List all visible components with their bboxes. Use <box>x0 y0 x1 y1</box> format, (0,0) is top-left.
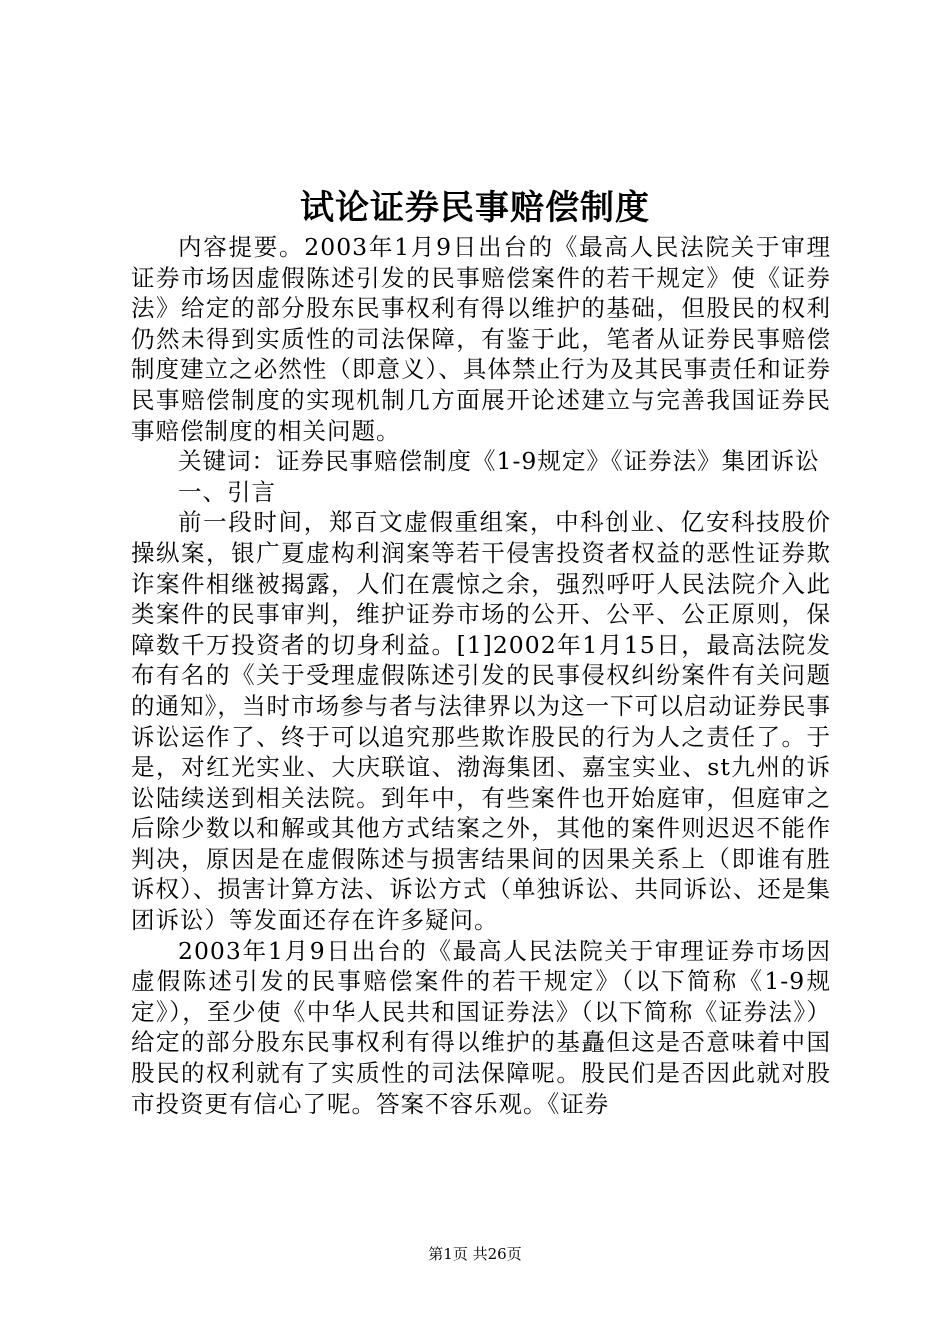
section-heading: 一、引言 <box>178 477 276 506</box>
body-paragraph: 前一段时间，郑百文虚假重组案，中科创业、亿安科技股价操纵案，银广夏虚构利润案等若干侵害投资者权益的恶性证券欺诈案件相继被揭露，人们在震惊之余，强烈呼吁人民法院介入此类案件的民事审判，维护证券市场的公开、公平、公正原则，保障数千万投资者的切身利益。[1]2002年1月15日，最高法院发布有名的《关于受理虚假陈述引发的民事侵权纠纷案件有关问题的通知》，当时市场参与者与法律界以为这一下可以启动证券民事诉讼运作了、终于可以追究那些欺诈股民的行为人之责任了。于是，对红光实业、大庆联谊、渤海集团、嘉宝实业、st九州的诉讼陆续送到相关法院。到年中，有些案件也开始庭审，但庭审之后除少数以和解或其他方式结案之外，其他的案件则迟迟不能作判决，原因是在虚假陈述与损害结果间的因果关系上（即谁有胜诉权）、损害计算方法、诉讼方式（单独诉讼、共同诉讼、还是集团诉讼）等发面还存在许多疑问。 <box>131 508 831 935</box>
keywords-paragraph: 关键词：证券民事赔偿制度《1-9规定》《证券法》集团诉讼 <box>178 447 820 476</box>
document-body <box>131 232 831 1119</box>
page-footer: 第1页 共26页 <box>428 1245 522 1263</box>
abstract-paragraph: 内容提要。2003年1月9日出台的《最高人民法院关于审理证券市场因虚假陈述引发的民事赔偿案件的若干规定》使《证券法》给定的部分股东民事权利有得以维护的基础，但股民的权利仍然未得到实质性的司法保障，有鉴于此，笔者从证券民事赔偿制度建立之必然性（即意义）、具体禁止行为及其民事责任和证券民事赔偿制度的实现机制几方面展开论述建立与完善我国证券民事赔偿制度的相关问题。 <box>131 233 831 445</box>
body-paragraph: 2003年1月9日出台的《最高人民法院关于审理证券市场因虚假陈述引发的民事赔偿案件的若干规定》（以下简称《1-9规定》），至少使《中华人民共和国证券法》（以下简称《证券法》）给定的部分股东民事权利有得以维护的基矗但这是否意味着中国股民的权利就有了实质性的司法保障呢。股民们是否因此就对股市投资更有信心了呢。答案不容乐观。《证券 <box>131 936 831 1118</box>
document-title: 试论证券民事赔偿制度 <box>300 188 650 228</box>
